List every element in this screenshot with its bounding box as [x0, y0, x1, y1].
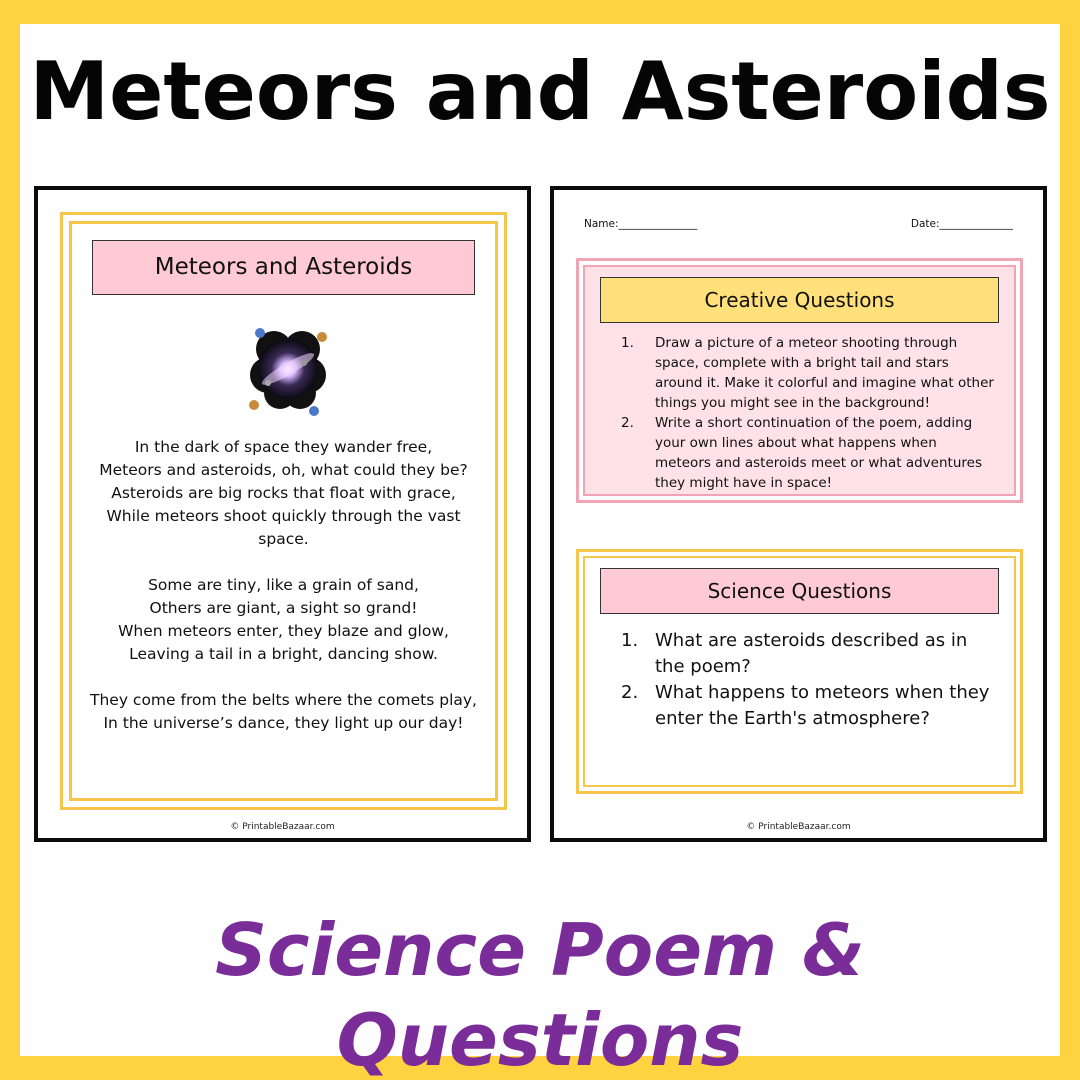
list-item [605, 628, 994, 680]
poem-line: They come from the belts where the comets play, [90, 691, 477, 709]
poem-line: In the universe’s dance, they light up our day! [103, 714, 464, 732]
poem-line: Leaving a tail in a bright, dancing show. [129, 645, 438, 663]
poem-border-inner [69, 221, 498, 801]
questions-page-preview [550, 186, 1047, 842]
name-field: Name:_______________ [584, 218, 698, 230]
poem-line: Asteroids are big rocks that float with grace, [111, 484, 456, 502]
question-text: Write a short continuation of the poem, adding your own lines about what happens when meteors and asteroids meet or what adventures they might have in space! [655, 415, 982, 491]
page-title: Meteors and Asteroids [29, 45, 1051, 138]
poem-line: Some are tiny, like a grain of sand, [148, 576, 419, 594]
question-number: 2. [621, 415, 634, 431]
galaxy-asteroid-illustration-icon [244, 315, 334, 420]
creative-questions-box [576, 258, 1023, 503]
poem-line: While meteors shoot quickly through the vast space. [106, 507, 461, 548]
list-item [605, 413, 994, 493]
poem-stanza-2 [86, 574, 481, 666]
creative-questions-list [605, 333, 994, 493]
poem-border-outer [60, 212, 507, 810]
science-questions-title: Science Questions [600, 568, 999, 614]
poem-stanza-1 [86, 436, 481, 551]
poem-line: When meteors enter, they blaze and glow, [118, 622, 449, 640]
poem-stanza-3 [86, 689, 481, 735]
poem-line: Others are giant, a sight so grand! [149, 599, 418, 617]
creative-questions-inner [583, 265, 1016, 496]
poem-title: Meteors and Asteroids [92, 240, 475, 295]
question-text: What happens to meteors when they enter the Earth's atmosphere? [655, 682, 990, 729]
question-text: What are asteroids described as in the poem? [655, 630, 968, 677]
copyright-footer: © PrintableBazaar.com [230, 822, 335, 832]
name-date-row [584, 218, 1013, 234]
poem-page-preview [34, 186, 531, 842]
date-field: Date:______________ [910, 218, 1013, 230]
list-item [605, 333, 994, 413]
poem-body [86, 436, 481, 758]
poem-line: In the dark of space they wander free, [134, 438, 433, 456]
copyright-footer: © PrintableBazaar.com [746, 822, 851, 832]
question-text: Draw a picture of a meteor shooting through space, complete with a bright tail and stars around it. Make it colorful and imagine what other things you might see in the background! [655, 335, 994, 411]
science-questions-box [576, 549, 1023, 794]
list-item [605, 680, 994, 732]
poem-line: Meteors and asteroids, oh, what could they be? [99, 461, 468, 479]
question-number: 1. [621, 630, 639, 651]
question-number: 2. [621, 682, 639, 703]
creative-questions-title: Creative Questions [600, 277, 999, 323]
science-questions-inner [583, 556, 1016, 787]
science-questions-list [605, 628, 994, 732]
question-number: 1. [621, 335, 634, 351]
page-subtitle: Science Poem & Questions [215, 908, 865, 1082]
